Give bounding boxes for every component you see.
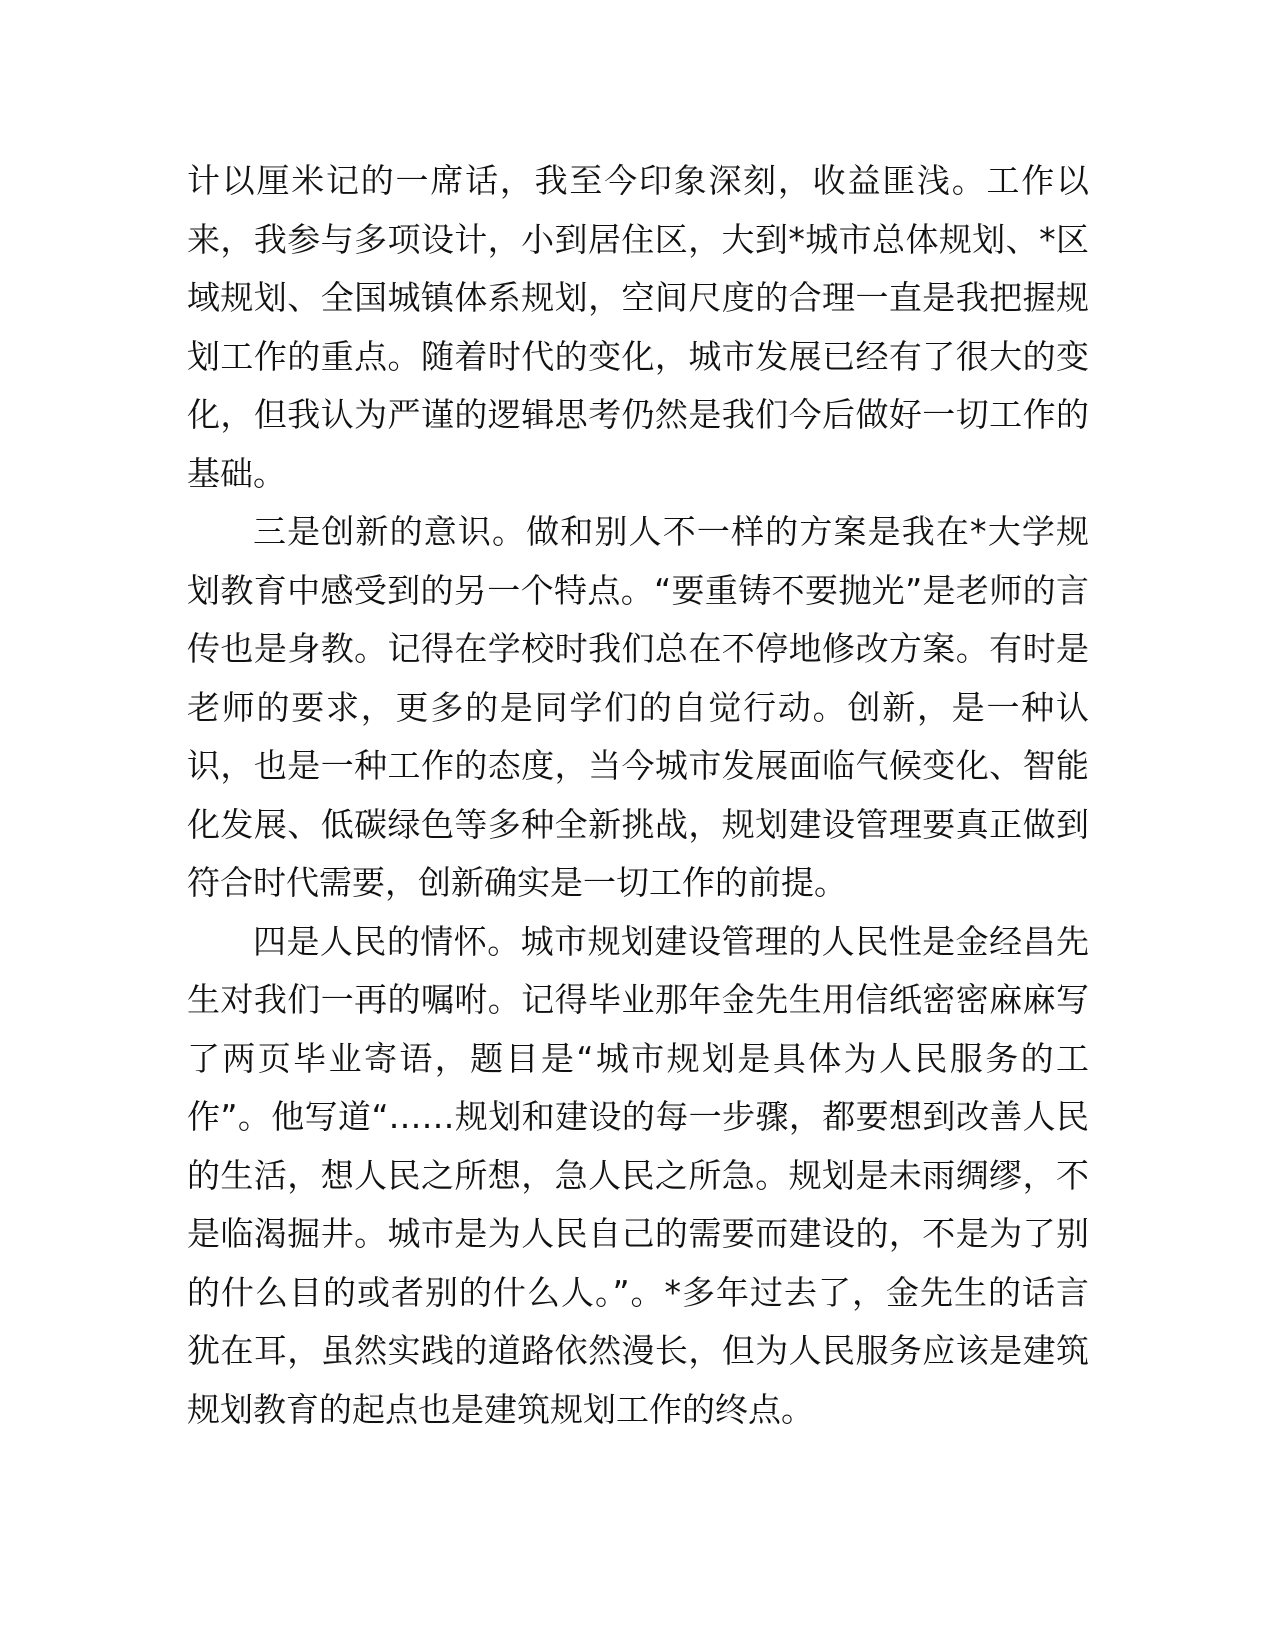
paragraph-continuation: 计以厘米记的一席话，我至今印象深刻，收益匪浅。工作以来，我参与多项设计，小到居住区，大到*城市总体规划、*区域规划、全国城镇体系规划，空间尺度的合理一直是我把握规划工作的重点。随着时代的变化，城市发展已经有了很大的变化，但我认为严谨的逻辑思考仍然是我们今后做好一切工作的基础。	[187, 161, 1089, 493]
paragraph-people: 四是人民的情怀。城市规划建设管理的人民性是金经昌先生对我们一再的嘱咐。记得毕业那年金先生用信纸密密麻麻写了两页毕业寄语，题目是“城市规划是具体为人民服务的工作”。他写道“……规划和建设的每一步骤，都要想到改善人民的生活，想人民之所想，急人民之所急。规划是未雨绸缪，不是临渴掘井。城市是为人民自己的需要而建设的，不是为了别的什么目的或者别的什么人。”。*多年过去了，金先生的话言犹在耳，虽然实践的道路依然漫长，但为人民服务应该是建筑规划教育的起点也是建筑规划工作的终点。	[187, 921, 1089, 1429]
paragraph-innovation: 三是创新的意识。做和别人不一样的方案是我在*大学规划教育中感受到的另一个特点。“要重铸不要抛光”是老师的言传也是身教。记得在学校时我们总在不停地修改方案。有时是老师的要求，更多的是同学们的自觉行动。创新，是一种认识，也是一种工作的态度，当今城市发展面临气候变化、智能化发展、低碳绿色等多种全新挑战，规划建设管理要真正做到符合时代需要，创新确实是一切工作的前提。	[187, 512, 1089, 902]
document-body	[187, 152, 1089, 1439]
